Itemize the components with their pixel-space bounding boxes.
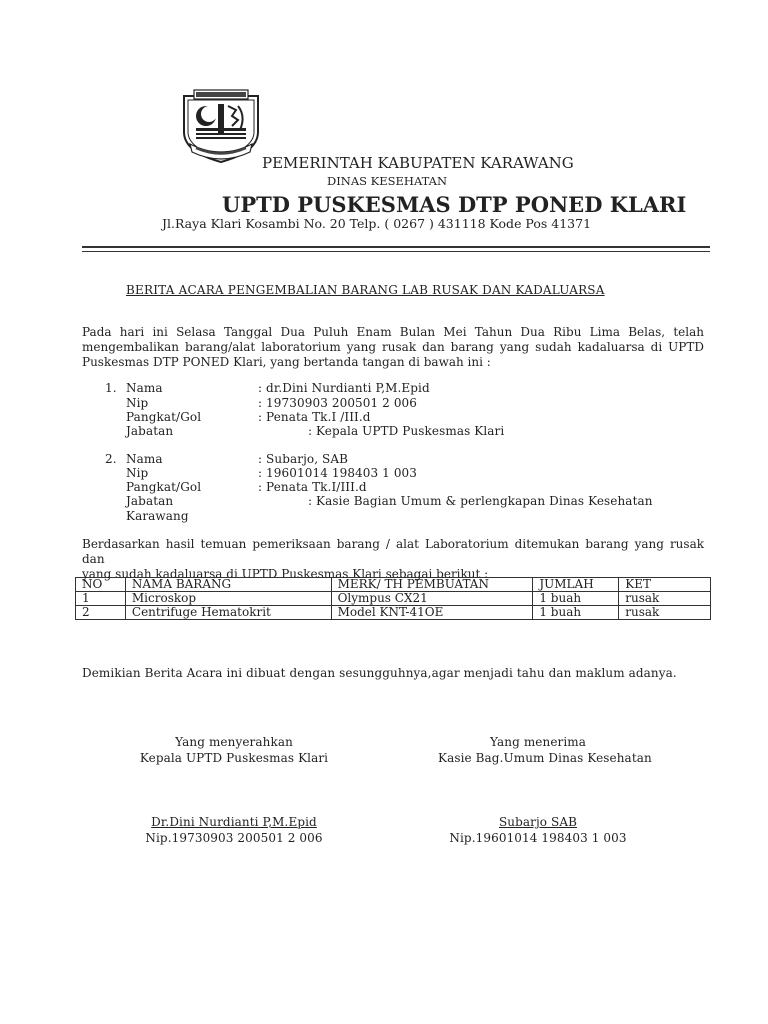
closing-statement: Demikian Berita Acara ini dibuat dengan sesungguhnya,agar menjadi tahu dan maklum adanya. <box>82 666 677 680</box>
cell-remark: rusak <box>619 606 711 620</box>
cell-no: 1 <box>76 592 126 606</box>
col-header-quantity: JUMLAH <box>533 578 619 592</box>
right-signer-nip: Nip.19601014 198403 1 003 <box>449 831 627 845</box>
left-signer-name: Dr.Dini Nurdianti P,M.Epid <box>151 815 317 829</box>
person-1-rank: : Penata Tk.I /III.d <box>258 410 371 424</box>
table-row <box>76 592 711 606</box>
left-signer-title: Kepala UPTD Puskesmas Klari <box>139 751 329 765</box>
person-2-position-continued: Karawang <box>126 509 189 523</box>
person-2-position-label: Jabatan <box>126 494 174 508</box>
col-header-brand-year: MERK/ TH PEMBUATAN <box>331 578 533 592</box>
findings-line-1: Berdasarkan hasil temuan pemeriksaan barang / alat Laboratorium ditemukan barang yang rusak dan <box>82 537 704 566</box>
person-2-name: : Subarjo, SAB <box>258 452 349 466</box>
letterhead-address: Jl.Raya Klari Kosambi No. 20 Telp. ( 0267 ) 431118 Kode Pos 41371 <box>162 216 592 231</box>
person-2-nip-label: Nip <box>126 466 149 480</box>
left-signer-nip: Nip.19730903 200501 2 006 <box>145 831 323 845</box>
findings-paragraph <box>82 537 704 582</box>
person-1-rank-label: Pangkat/Gol <box>126 410 202 424</box>
intro-line-1: Pada hari ini Selasa Tanggal Dua Puluh Enam Bulan Mei Tahun Dua Ribu Lima Belas, telah <box>82 325 704 339</box>
person-2-number: 2. <box>105 452 117 466</box>
person-1-nip-label: Nip <box>126 396 149 410</box>
person-1-number: 1. <box>105 381 117 395</box>
person-1-position: : Kepala UPTD Puskesmas Klari <box>308 424 505 438</box>
intro-paragraph <box>82 325 704 370</box>
letterhead-divider-thick <box>82 246 710 248</box>
letterhead-divider-thin <box>82 251 710 252</box>
cell-remark: rusak <box>619 592 711 606</box>
person-2-position: : Kasie Bagian Umum & perlengkapan Dinas Kesehatan <box>308 494 653 508</box>
person-1-name: : dr.Dini Nurdianti P,M.Epid <box>258 381 430 395</box>
cell-quantity: 1 buah <box>533 592 619 606</box>
findings-line-2: yang sudah kadaluarsa di UPTD Puskesmas Klari sebagai berikut : <box>82 567 489 581</box>
right-signer-role: Yang menerima <box>489 735 587 749</box>
col-header-item-name: NAMA BARANG <box>125 578 331 592</box>
letterhead-department: DINAS KESEHATAN <box>327 174 448 188</box>
table-row <box>76 606 711 620</box>
intro-line-2: mengembalikan barang/alat laboratorium yang rusak dan barang yang sudah kadaluarsa di UPTD <box>82 340 704 354</box>
person-2-rank-label: Pangkat/Gol <box>126 480 202 494</box>
cell-item-name: Centrifuge Hematokrit <box>125 606 331 620</box>
intro-line-3: Puskesmas DTP PONED Klari, yang bertanda tangan di bawah ini : <box>82 355 491 369</box>
cell-no: 2 <box>76 606 126 620</box>
person-2-name-label: Nama <box>126 452 163 466</box>
cell-brand-year: Model KNT-41OE <box>331 606 533 620</box>
cell-quantity: 1 buah <box>533 606 619 620</box>
person-1-position-label: Jabatan <box>126 424 174 438</box>
right-signer-title: Kasie Bag.Umum Dinas Kesehatan <box>438 751 652 765</box>
right-signer-name: Subarjo SAB <box>498 815 578 829</box>
left-signer-name-wrap <box>134 815 334 829</box>
person-2-rank: : Penata Tk.I/III.d <box>258 480 367 494</box>
col-header-no: NO <box>76 578 126 592</box>
letterhead-government: PEMERINTAH KABUPATEN KARAWANG <box>262 154 574 172</box>
person-2-nip: : 19601014 198403 1 003 <box>258 466 418 480</box>
items-table <box>75 577 711 620</box>
left-signer-role: Yang menyerahkan <box>175 735 293 749</box>
col-header-remark: KET <box>619 578 711 592</box>
person-1-nip: : 19730903 200501 2 006 <box>258 396 418 410</box>
karawang-emblem-icon <box>176 86 266 164</box>
letterhead-institution: UPTD PUSKESMAS DTP PONED KLARI <box>222 192 687 217</box>
right-signer-name-wrap <box>438 815 638 829</box>
cell-item-name: Microskop <box>125 592 331 606</box>
cell-brand-year: Olympus CX21 <box>331 592 533 606</box>
person-1-name-label: Nama <box>126 381 163 395</box>
table-header-row <box>76 578 711 592</box>
document-title: BERITA ACARA PENGEMBALIAN BARANG LAB RUSAK DAN KADALUARSA <box>126 283 605 297</box>
